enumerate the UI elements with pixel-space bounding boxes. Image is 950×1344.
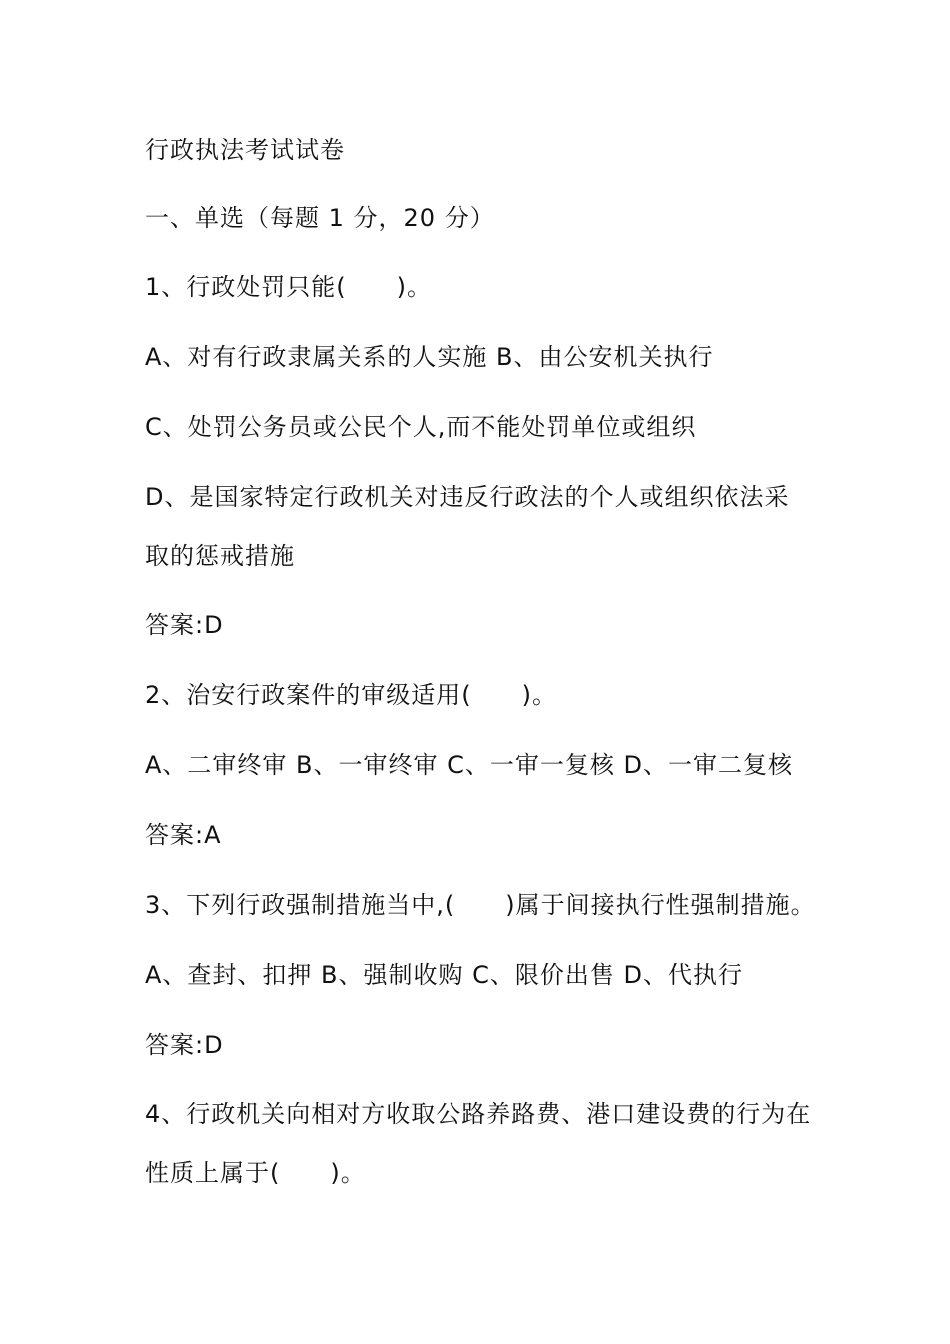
question-3: 3、下列行政强制措施当中,( )属于间接执行性强制措施。 <box>145 891 816 919</box>
question-1-option-c: C、处罚公务员或公民个人,而不能处罚单位或组织 <box>145 413 697 441</box>
question-1-option-d: D、是国家特定行政机关对违反行政法的个人或组织依法采 <box>145 483 790 511</box>
question-3-answer: 答案:D <box>145 1031 224 1059</box>
question-3-options: A、查封、扣押 B、强制收购 C、限价出售 D、代执行 <box>145 961 744 989</box>
question-1-options-ab: A、对有行政隶属关系的人实施 B、由公安机关执行 <box>145 343 714 371</box>
section-heading: 一、单选（每题 1 分，20 分） <box>145 204 495 232</box>
question-1-answer: 答案:D <box>145 611 224 639</box>
question-2-answer: 答案:A <box>145 821 222 849</box>
question-2-options: A、二审终审 B、一审终审 C、一审一复核 D、一审二复核 <box>145 751 794 779</box>
question-2: 2、治安行政案件的审级适用( )。 <box>145 681 557 709</box>
question-4-cont: 性质上属于( )。 <box>145 1159 366 1187</box>
question-4: 4、行政机关向相对方收取公路养路费、港口建设费的行为在 <box>145 1100 812 1128</box>
question-1-option-d-cont: 取的惩戒措施 <box>145 542 295 570</box>
document-title: 行政执法考试试卷 <box>145 136 345 164</box>
question-1: 1、行政处罚只能( )。 <box>145 273 432 301</box>
